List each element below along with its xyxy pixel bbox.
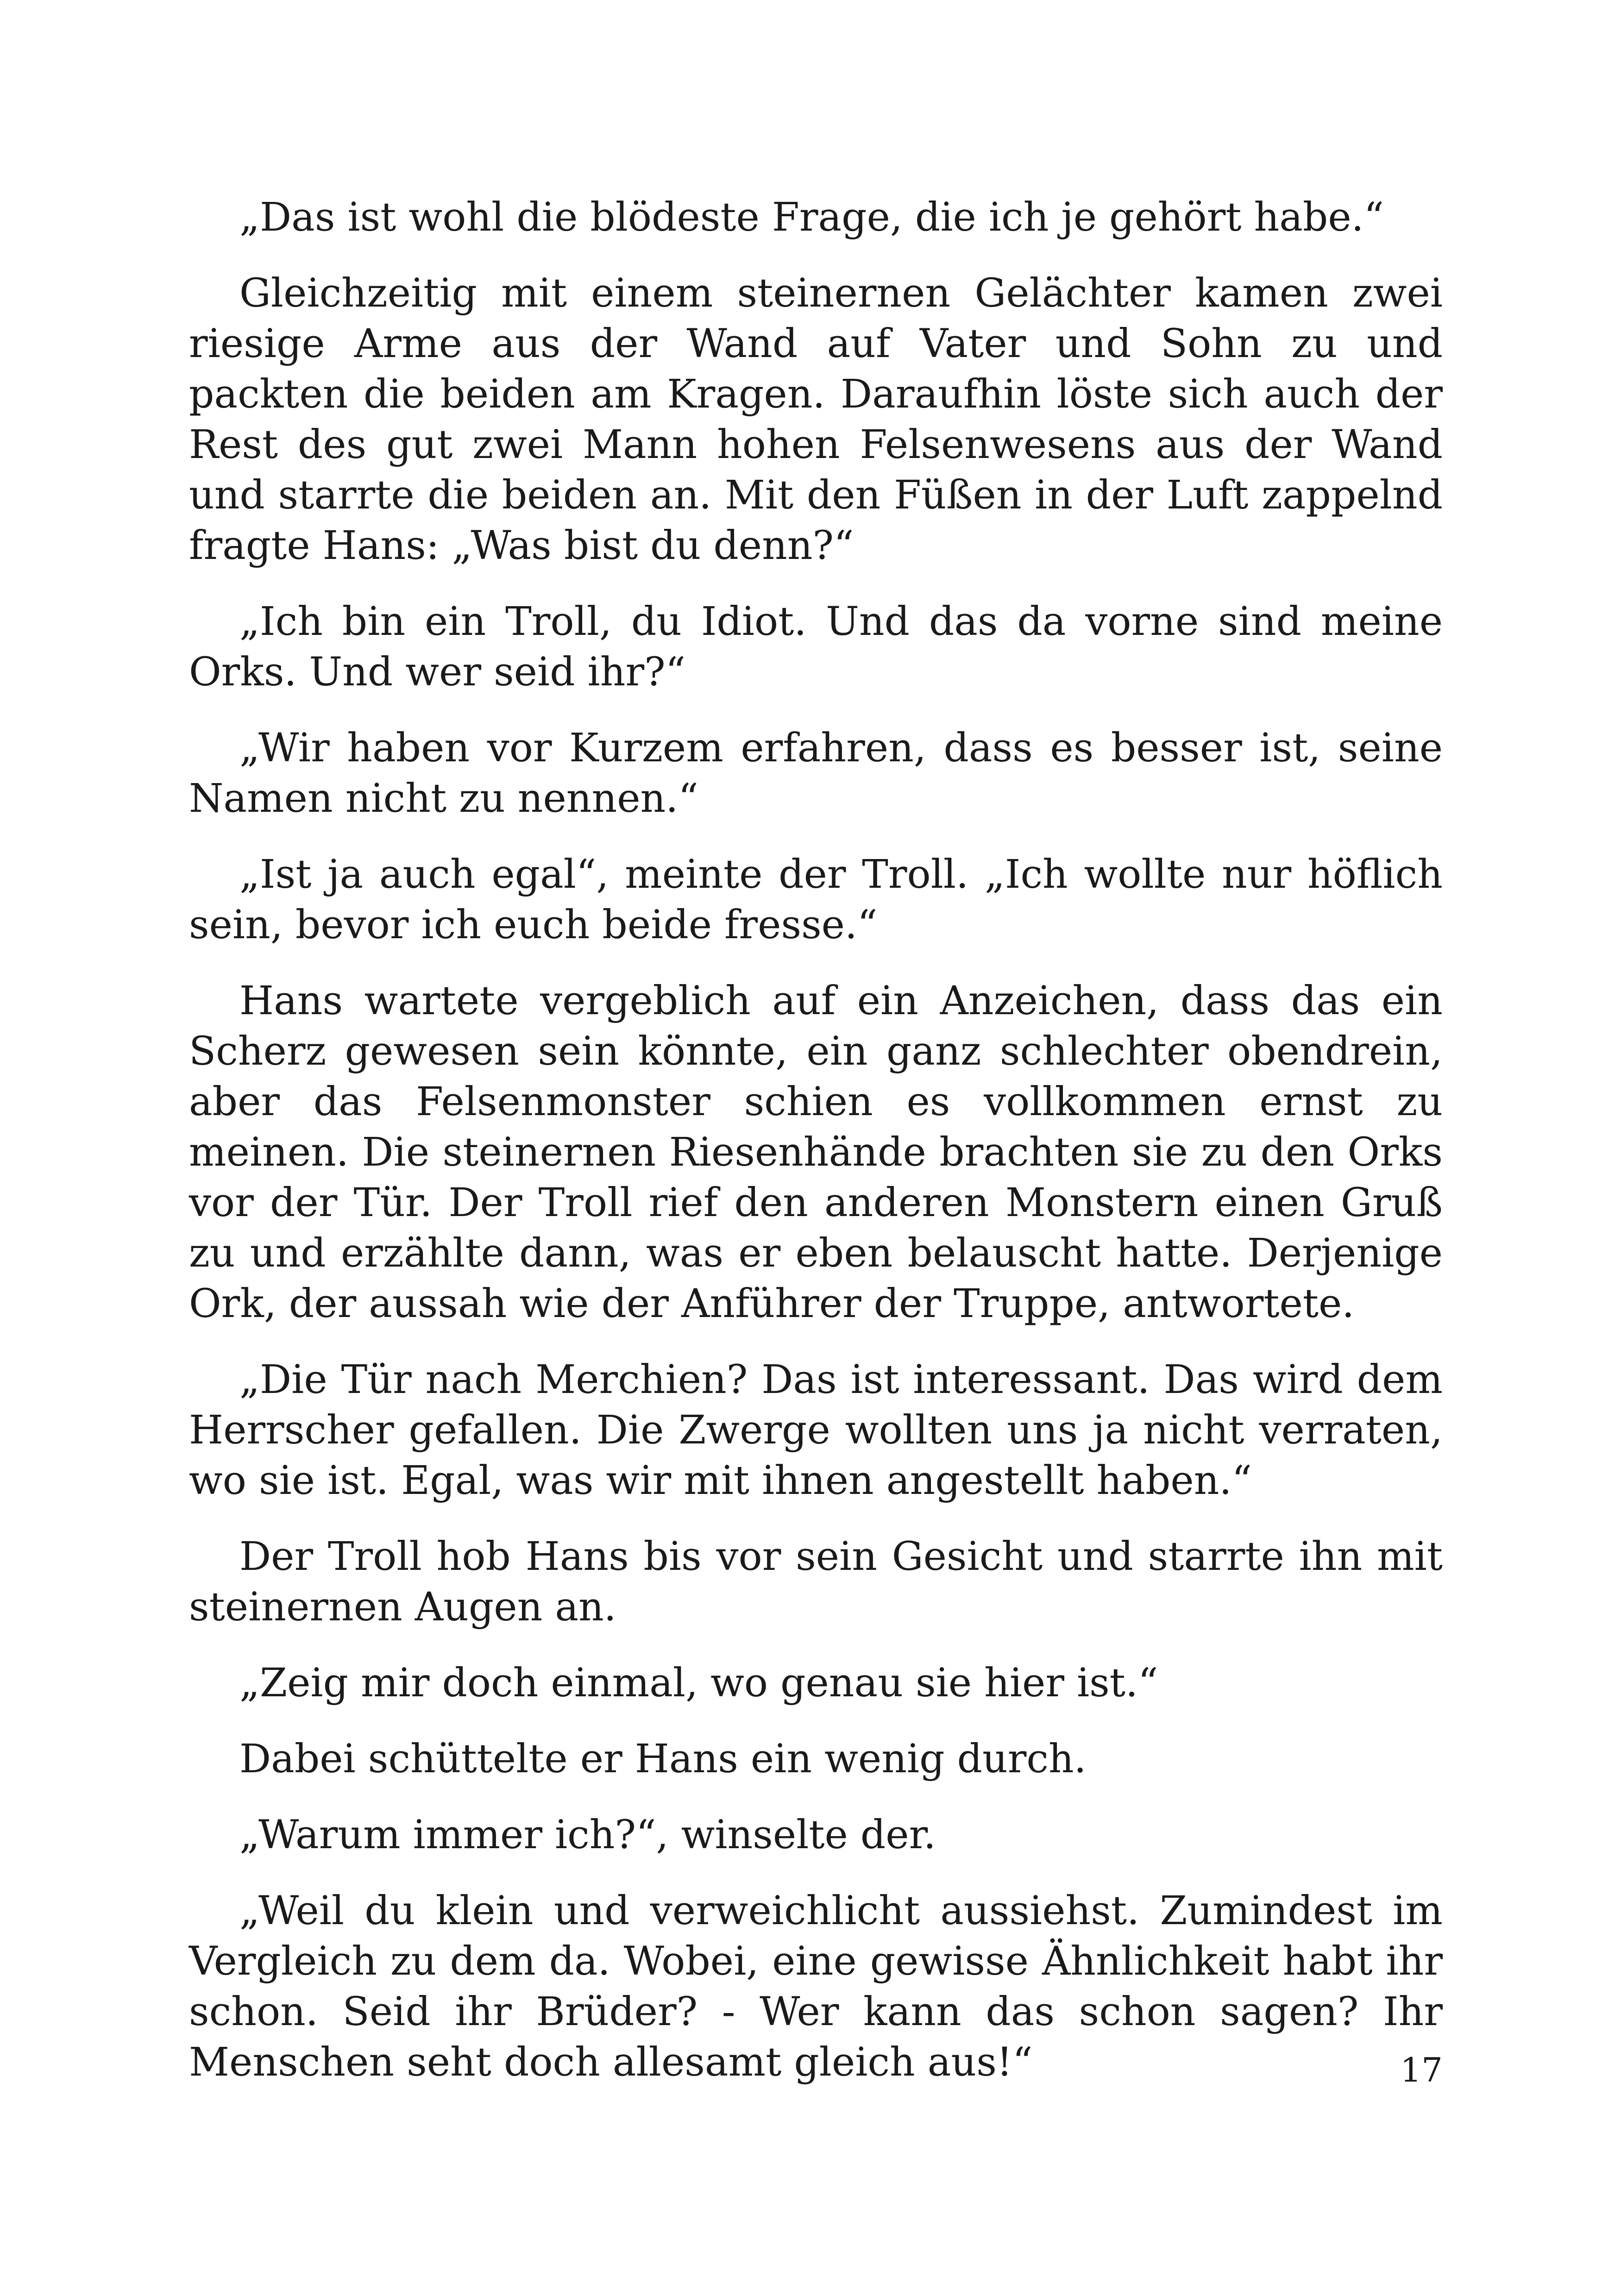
paragraph-9: „Zeig mir doch einmal, wo genau sie hier ist.“ [239,1660,1158,1706]
paragraph-2: Gleichzeitig mit einem steinernen Gelächter kamen zwei riesige Arme aus der Wand auf Vater und Sohn zu und packten die beiden am Kragen. Daraufhin löste sich auch der Rest des gut zwei Mann hohen Felsenwesens aus der Wand und starrte die beiden an. Mit den Füßen in der Luft zappelnd fragte Hans: „Was bist du denn?“ [189,270,1443,569]
paragraph-12: „Weil du klein und verweichlicht aussiehst. Zumindest im Vergleich zu dem da. Wobei, eine gewisse Ähnlichkeit habt ihr schon. Seid ihr Brüder? - Wer kann das schon sagen? Ihr Menschen seht doch allesamt gleich aus!“ [189,1888,1443,2085]
paragraph-3: „Ich bin ein Troll, du Idiot. Und das da vorne sind meine Orks. Und wer seid ihr?“ [189,599,1443,695]
paragraph-4: „Wir haben vor Kurzem erfahren, dass es besser ist, seine Namen nicht zu nennen.“ [189,725,1443,822]
paragraph-1: „Das ist wohl die blödeste Frage, die ich je gehört habe.“ [239,194,1384,240]
body-text [189,192,1443,2113]
page-number: 17 [1400,2051,1443,2089]
paragraph-8: Der Troll hob Hans bis vor sein Gesicht und starrte ihn mit steinernen Augen an. [189,1534,1443,1630]
paragraph-11: „Warum immer ich?“, winselte der. [239,1812,936,1858]
paragraph-6: Hans wartete vergeblich auf ein Anzeichen, dass das ein Scherz gewesen sein könnte, ein ganz schlechter obendrein, aber das Felsenmonster schien es vollkommen ernst zu meinen. Die steinernen Riesenhände brachten sie zu den Orks vor der Tür. Der Troll rief den anderen Monstern einen Gruß zu und erzählte dann, was er eben belauscht hatte. Derjenige Ork, der aussah wie der Anführer der Truppe, antwortete. [189,978,1443,1327]
paragraph-5: „Ist ja auch egal“, meinte der Troll. „Ich wollte nur höflich sein, bevor ich euch beide fresse.“ [189,852,1443,948]
paragraph-10: Dabei schüttelte er Hans ein wenig durch. [239,1736,1087,1782]
paragraph-7: „Die Tür nach Merchien? Das ist interessant. Das wird dem Herrscher gefallen. Die Zwerge wollten uns ja nicht verraten, wo sie ist. Egal, was wir mit ihnen angestellt haben.“ [189,1357,1443,1504]
